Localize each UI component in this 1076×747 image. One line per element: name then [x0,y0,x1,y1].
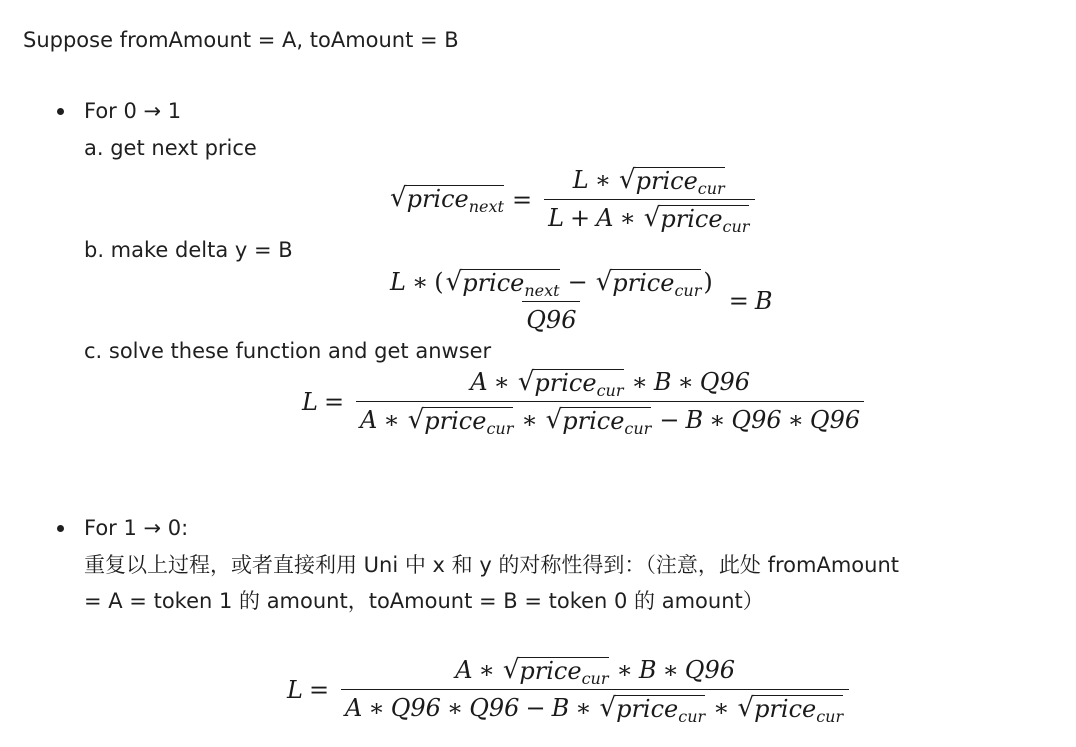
step-a-label: a. get next price [84,136,257,160]
section1-heading: For 0 → 1 [84,99,182,123]
section2-line2: = A = token 1 的 amount，toAmount = B = token 0 的 amount） [84,589,764,613]
section2-heading: For 1 → 0: [84,516,189,540]
formula-solution-2: L = A ∗ √ price$_{cur}$ ∗ B ∗ Q96 A ∗ Q96 ∗ Q96 − B ∗ √ price$_{cur}$ ∗ √ price$_{cur}$ [287,654,855,726]
step-c-label: c. solve these function and get anwser [84,339,492,363]
bullet-2 [57,525,64,532]
formula-delta-y: L ∗ ( √ price$_{next}$ − √ price$_{cur}$ ) Q96 = B [390,267,773,334]
formula-next-price: √ price$_{next}$ = L ∗ √ price$_{cur}$ L + A ∗ √ price$_{cur}$ [388,164,761,236]
sqrt-price-next: √ price$_{next}$ [390,183,504,216]
formula-solution-1: L = A ∗ √ price$_{cur}$ ∗ B ∗ Q96 A ∗ √ price$_{cur}$ ∗ √ price$_{cur}$ − B ∗ Q96 ∗ Q96 [302,366,870,438]
bullet-1 [57,108,64,115]
intro-text: Suppose fromAmount = A, toAmount = B [23,28,459,52]
step-b-label: b. make delta y = B [84,238,293,262]
section2-line1: 重复以上过程，或者直接利用 Uni 中 x 和 y 的对称性得到：（注意，此处 fromAmount [84,553,899,577]
